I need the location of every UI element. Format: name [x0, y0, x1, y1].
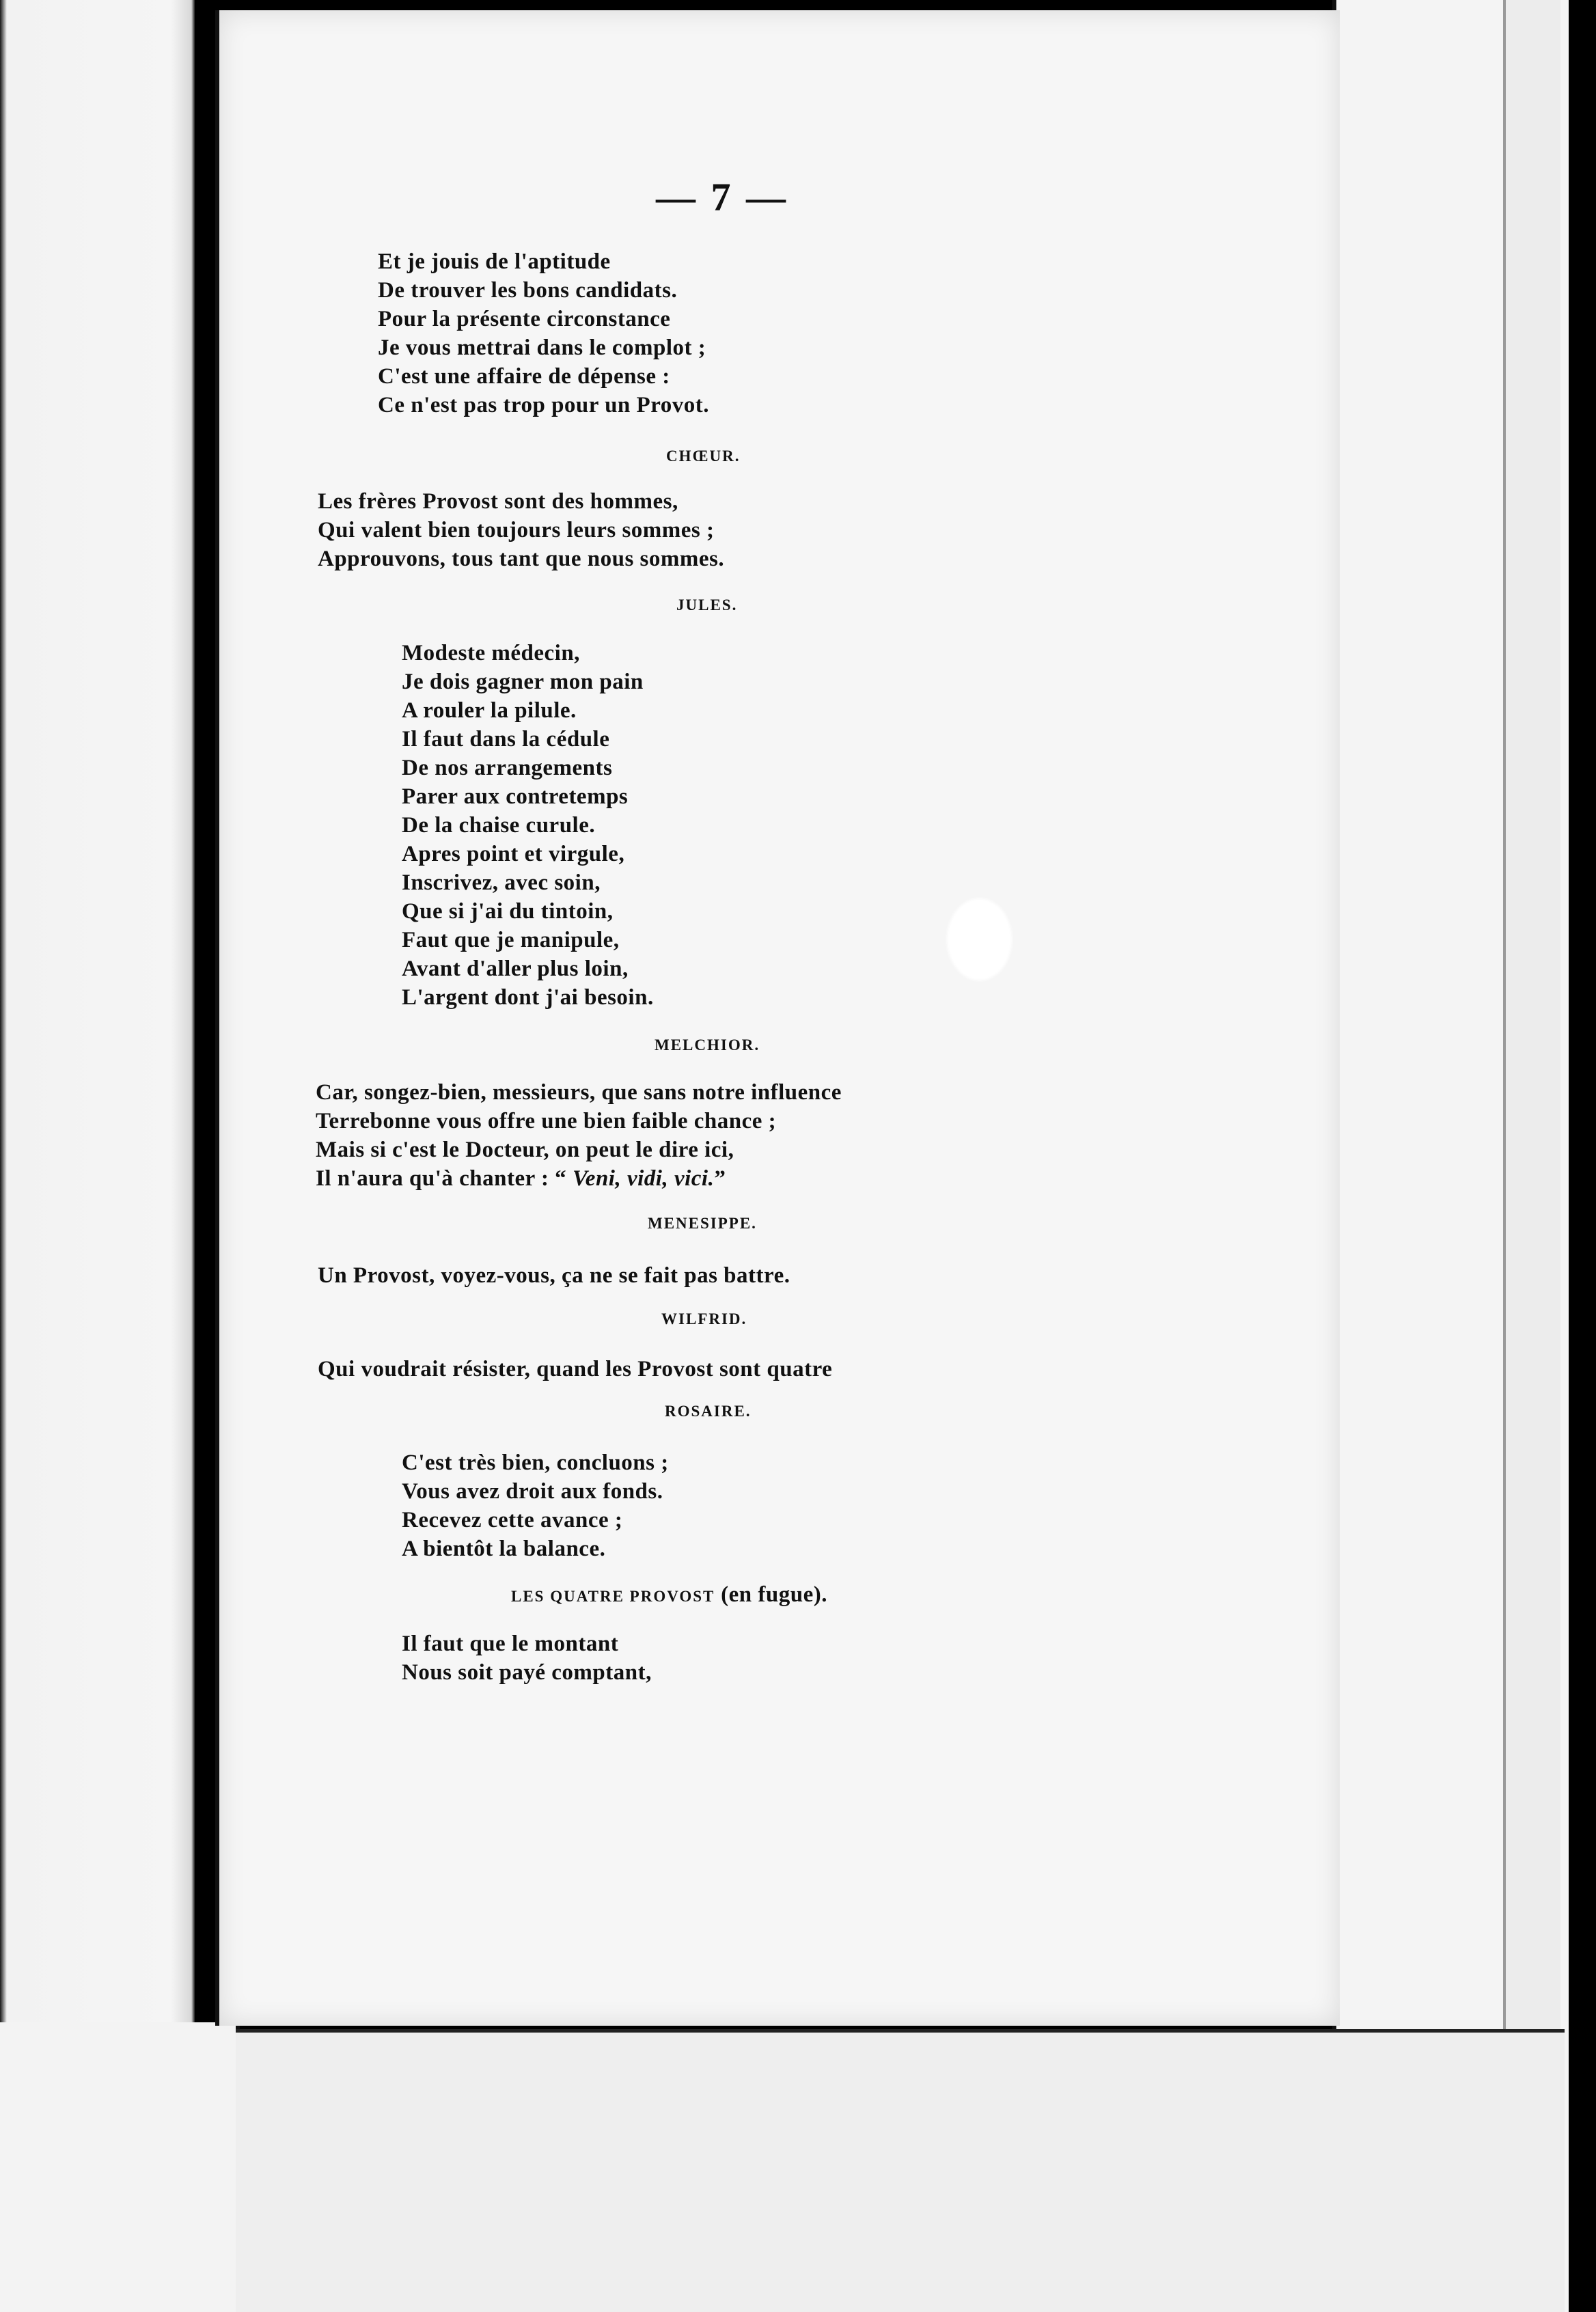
facing-page-left [0, 0, 195, 2312]
verse-line: De la chaise curule. [402, 813, 596, 838]
verse-line: Il faut que le montant [402, 1632, 619, 1656]
verse-line: Apres point et virgule, [402, 842, 625, 866]
verse-line: Je dois gagner mon pain [402, 670, 644, 694]
verse-line: Approuvons, tous tant que nous sommes. [318, 547, 725, 571]
speaker-heading-choeur: CHŒUR. [666, 448, 741, 465]
verse-line: C'est très bien, concluons ; [402, 1450, 669, 1475]
speaker-heading-rosaire: ROSAIRE. [665, 1403, 752, 1420]
verse-line: Je vous mettrai dans le complot ; [378, 335, 706, 360]
verse-line: Qui voudrait résister, quand les Provost sont quatre [318, 1357, 833, 1381]
stanza-rosaire [402, 1448, 669, 1563]
stanza-choeur [318, 487, 724, 573]
verse-line: Recevez cette avance ; [402, 1508, 623, 1532]
verse-text: Il n'aura qu'à chanter : “ [316, 1166, 567, 1191]
verse-line: Il faut dans la cédule [402, 727, 610, 752]
verse-line: Qui valent bien toujours leurs sommes ; [318, 518, 715, 542]
speaker-heading-wilfrid: WILFRID. [661, 1310, 747, 1327]
verse-line: Et je jouis de l'aptitude [378, 249, 611, 274]
speaker-heading-quatre-provost [511, 1582, 827, 1608]
stage-direction: (en fugue). [715, 1582, 827, 1607]
verse-line: Faut que je manipule, [402, 928, 620, 952]
page-bottom-band [236, 2029, 1565, 2312]
stanza-quatre-provost [402, 1629, 652, 1687]
facing-page-left-lower [0, 2022, 240, 2312]
latin-quote: Veni, vidi, vici. [566, 1166, 715, 1191]
speaker-name: LES QUATRE PROVOST [511, 1588, 715, 1605]
verse-line-latin [316, 1164, 842, 1193]
verse-line: Nous soit payé comptant, [402, 1660, 652, 1685]
verse-line: Un Provost, voyez-vous, ça ne se fait pas battre. [318, 1263, 790, 1288]
stanza-menesippe [318, 1261, 790, 1290]
stanza-jules [402, 639, 654, 1012]
verse-line: Inscrivez, avec soin, [402, 870, 601, 895]
verse-line: Terrebonne vous offre une bien faible chance ; [316, 1109, 777, 1133]
page-edge-right [1503, 0, 1560, 2312]
paper-smudge [947, 898, 1012, 980]
verse-line: Avant d'aller plus loin, [402, 957, 629, 981]
verse-line: Modeste médecin, [402, 641, 580, 665]
verse-line: Car, songez-bien, messieurs, que sans notre influence [316, 1080, 842, 1105]
page-number: — 7 — [656, 175, 788, 219]
verse-line: A bientôt la balance. [402, 1537, 606, 1561]
verse-line: C'est une affaire de dépense : [378, 364, 670, 389]
speaker-heading-menesippe: MENESIPPE. [648, 1215, 757, 1232]
stanza-opening [378, 247, 709, 419]
speaker-heading-jules: JULES. [676, 596, 738, 614]
speaker-heading-melchior: MELCHIOR. [655, 1036, 760, 1054]
verse-line: De nos arrangements [402, 756, 613, 780]
verse-line: Les frères Provost sont des hommes, [318, 489, 678, 514]
closing-quote: ” [714, 1166, 726, 1191]
verse-line: Parer aux contretemps [402, 784, 629, 809]
stanza-wilfrid [318, 1355, 832, 1384]
verse-line: Pour la présente circonstance [378, 307, 671, 331]
verse-line: De trouver les bons candidats. [378, 278, 678, 303]
verse-line: Ce n'est pas trop pour un Provot. [378, 393, 709, 417]
verse-line: Vous avez droit aux fonds. [402, 1479, 663, 1504]
verse-line: Que si j'ai du tintoin, [402, 899, 614, 924]
verse-line: L'argent dont j'ai besoin. [402, 985, 654, 1010]
verse-line: Mais si c'est le Docteur, on peut le dire ici, [316, 1138, 734, 1162]
verse-line: A rouler la pilule. [402, 698, 577, 723]
stanza-melchior [316, 1078, 842, 1193]
